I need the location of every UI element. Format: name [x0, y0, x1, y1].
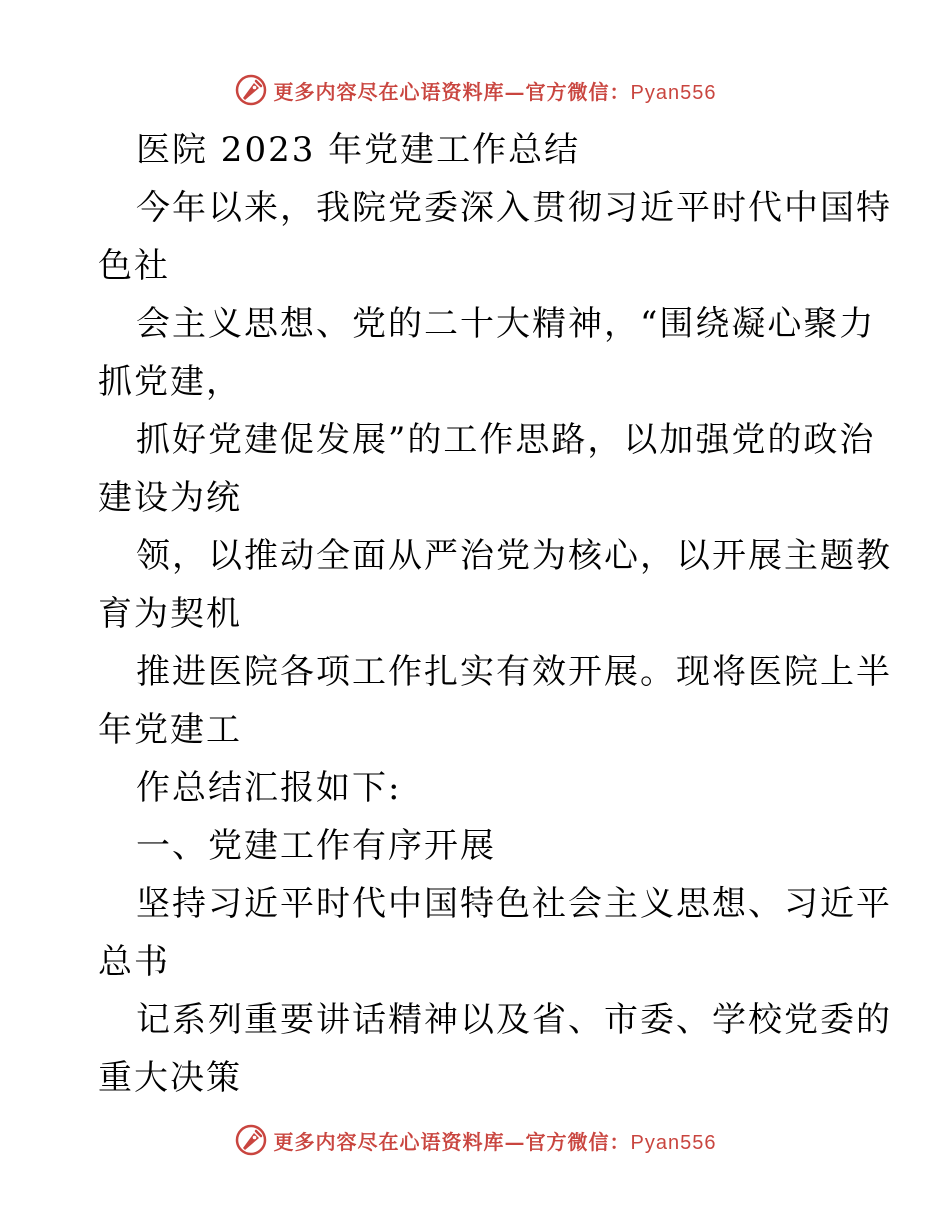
paragraph-line: 建设为统 — [98, 478, 242, 518]
footer-watermark-banner — [0, 1120, 950, 1160]
document-body — [98, 121, 892, 1107]
paragraph-line: 记系列重要讲话精神以及省、市委、学校党委的 — [136, 1000, 892, 1040]
paragraph-line: 总书 — [98, 942, 170, 982]
paragraph-line: 年党建工 — [98, 710, 242, 750]
paragraph-line: 领，以推动全面从严治党为核心，以开展主题教 — [136, 536, 892, 576]
paragraph-line: 作总结汇报如下: — [136, 768, 402, 808]
header-watermark-banner — [0, 70, 950, 110]
pen-nib-logo-icon — [234, 1123, 268, 1157]
paragraph-line: 今年以来，我院党委深入贯彻习近平时代中国特 — [136, 188, 892, 228]
pen-nib-logo-icon — [234, 73, 268, 107]
section-heading: 一、党建工作有序开展 — [136, 826, 496, 866]
paragraph-line: 抓党建， — [98, 362, 242, 402]
watermark-text: 更多内容尽在心语资料库—官方微信：Pyan556 — [273, 1129, 717, 1154]
paragraph-line: 重大决策 — [98, 1058, 242, 1098]
paragraph-line: 会主义思想、党的二十大精神，“围绕凝心聚力 — [136, 304, 876, 344]
watermark-text: 更多内容尽在心语资料库—官方微信：Pyan556 — [273, 79, 717, 104]
document-title: 医院 2023 年党建工作总结 — [136, 130, 581, 170]
paragraph-line: 推进医院各项工作扎实有效开展。现将医院上半 — [136, 652, 892, 692]
paragraph-line: 坚持习近平时代中国特色社会主义思想、习近平 — [136, 884, 892, 924]
paragraph-line: 育为契机 — [98, 594, 242, 634]
paragraph-line: 色社 — [98, 246, 170, 286]
paragraph-line: 抓好党建促发展”的工作思路，以加强党的政治 — [136, 420, 876, 460]
